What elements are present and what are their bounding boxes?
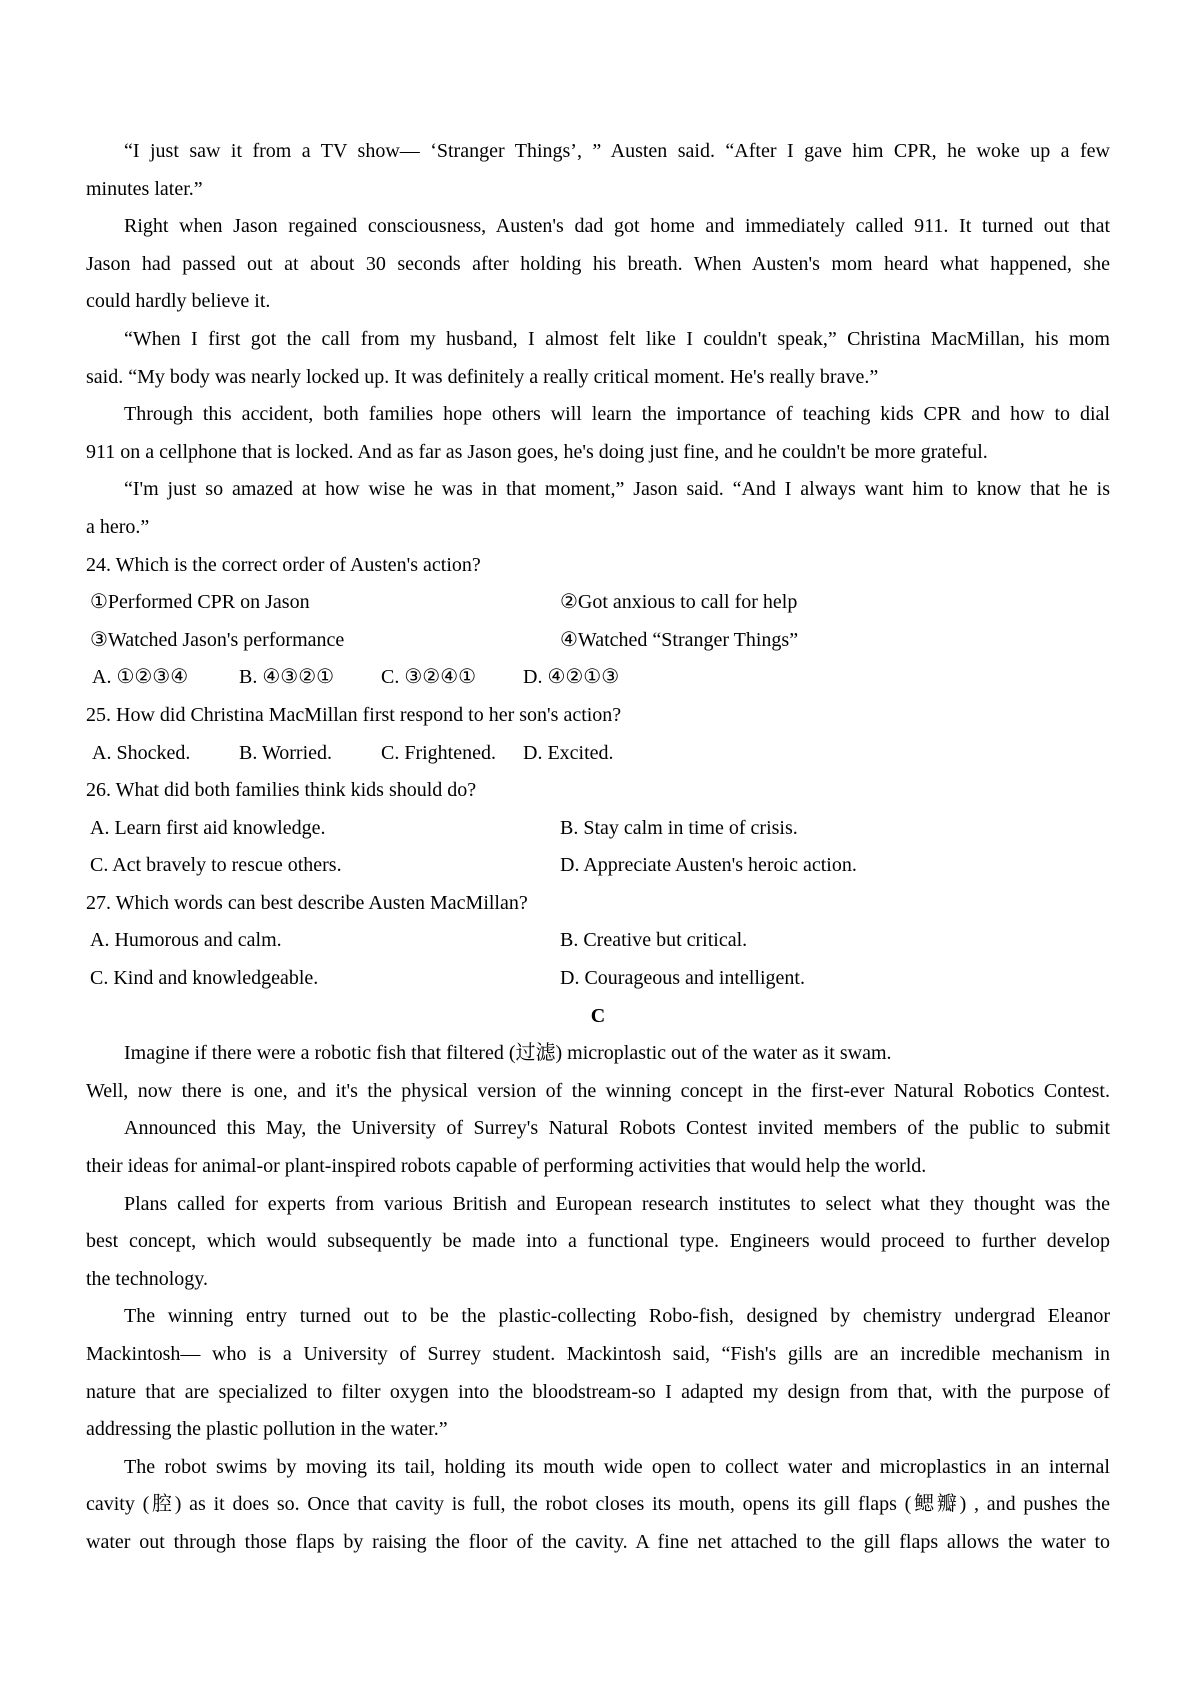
- q24-statements-row-1-col-2: ②Got anxious to call for help: [560, 591, 798, 614]
- p9-l2: Mackintosh— who is a University of Surrey student. Mackintosh said, “Fish's gills are an incredible mechanism in: [86, 1343, 1110, 1365]
- q27-options-row-1: [86, 922, 1110, 960]
- q27-options-row-2: [86, 960, 1110, 998]
- p2-l2: Jason had passed out at about 30 seconds after holding his breath. When Austen's mom heard what happened, she: [86, 252, 1110, 275]
- p5-l1: “I'm just so amazed at how wise he was in that moment,” Jason said. “And I always want him to know that he is: [124, 478, 1110, 501]
- p9-l3: nature that are specialized to filter oxygen into the bloodstream-so I adapted my design from that, with the purpose of: [86, 1380, 1110, 1403]
- p1-l1: “I just saw it from a TV show— ‘Stranger Things’, ” Austen said. “After I gave him CPR, he woke up a few: [124, 140, 1110, 162]
- p10-l2: cavity (腔) as it does so. Once that cavity is full, the robot closes its mouth, opens its gill flaps (鳃瓣) , and pushes the: [86, 1493, 1110, 1516]
- p1-l2: minutes later.”: [86, 177, 203, 200]
- q24-options-col-4: D. ④②①③: [523, 666, 620, 689]
- p3-l2: said. “My body was nearly locked up. It was definitely a really critical moment. He's really brave.”: [86, 365, 879, 388]
- q24-statements-row-1: [86, 584, 1110, 622]
- q24-options-col-2: B. ④③②①: [239, 666, 335, 689]
- document-content: [86, 133, 1110, 1562]
- p2-l1: Right when Jason regained consciousness, Austen's dad got home and immediately called 911. It turned out that: [124, 215, 1110, 238]
- q24-options-col-3: C. ③②④①: [381, 666, 477, 689]
- p6-l1: Imagine if there were a robotic fish that filtered (过滤) microplastic out of the water as it swam.: [124, 1042, 892, 1065]
- question-26: 26. What did both families think kids should do?: [86, 779, 477, 802]
- q24-statements-row-2-col-1: ③Watched Jason's performance: [90, 628, 345, 651]
- q24-statements-row-2: [86, 622, 1110, 660]
- q25-options-col-4: D. Excited.: [523, 741, 614, 764]
- q27-options-row-1-col-2: B. Creative but critical.: [560, 929, 748, 952]
- question-25: 25. How did Christina MacMillan first respond to her son's action?: [86, 703, 622, 726]
- p8-l3: the technology.: [86, 1267, 209, 1290]
- q26-options-row-2-col-2: D. Appreciate Austen's heroic action.: [560, 854, 857, 877]
- q26-options-row-2-col-1: C. Act bravely to rescue others.: [90, 854, 342, 877]
- p4-l2: 911 on a cellphone that is locked. And as far as Jason goes, he's doing just fine, and he couldn't be more grateful.: [86, 440, 988, 463]
- q27-options-row-1-col-1: A. Humorous and calm.: [90, 929, 282, 952]
- q25-options-col-3: C. Frightened.: [381, 741, 496, 764]
- p9-l1: The winning entry turned out to be the plastic-collecting Robo-fish, designed by chemistry undergrad Eleanor: [124, 1305, 1110, 1328]
- p4-l1: Through this accident, both families hope others will learn the importance of teaching kids CPR and how to dial: [124, 403, 1110, 426]
- q26-options-row-1-col-1: A. Learn first aid knowledge.: [90, 816, 326, 839]
- q26-options-row-2: [86, 847, 1110, 885]
- p8-l2: best concept, which would subsequently be made into a functional type. Engineers would proceed to further develop: [86, 1230, 1110, 1253]
- section-heading-c: C: [590, 1004, 606, 1027]
- p8-l1: Plans called for experts from various British and European research institutes to select what they thought was the: [124, 1192, 1110, 1215]
- p2-l3: could hardly believe it.: [86, 290, 271, 313]
- q25-options-col-2: B. Worried.: [239, 741, 333, 764]
- q26-options-row-1: [86, 810, 1110, 848]
- q24-options: [86, 659, 1110, 697]
- p10-l3: water out through those flaps by raising the floor of the cavity. A fine net attached to the gill flaps allows the water to: [86, 1530, 1110, 1553]
- p6-l2: Well, now there is one, and it's the physical version of the winning concept in the first-ever Natural Robotics Contest.: [86, 1079, 1110, 1102]
- p7-l2: their ideas for animal-or plant-inspired robots capable of performing activities that would help the world.: [86, 1155, 927, 1178]
- q24-options-col-1: A. ①②③④: [92, 666, 189, 689]
- p9-l4: addressing the plastic pollution in the water.”: [86, 1418, 448, 1441]
- question-24: 24. Which is the correct order of Austen's action?: [86, 553, 481, 576]
- q24-statements-row-1-col-1: ①Performed CPR on Jason: [90, 591, 310, 614]
- p3-l1: “When I first got the call from my husband, I almost felt like I couldn't speak,” Christina MacMillan, his mom: [124, 327, 1110, 350]
- q25-options-col-1: A. Shocked.: [92, 741, 191, 764]
- p10-l1: The robot swims by moving its tail, holding its mouth wide open to collect water and microplastics in an internal: [124, 1455, 1110, 1478]
- q26-options-row-1-col-2: B. Stay calm in time of crisis.: [560, 816, 798, 839]
- p5-l2: a hero.”: [86, 515, 150, 538]
- q27-options-row-2-col-2: D. Courageous and intelligent.: [560, 967, 805, 990]
- q25-options: [86, 735, 1110, 773]
- p7-l1: Announced this May, the University of Surrey's Natural Robots Contest invited members of the public to submit: [124, 1117, 1110, 1140]
- q27-options-row-2-col-1: C. Kind and knowledgeable.: [90, 967, 319, 990]
- q24-statements-row-2-col-2: ④Watched “Stranger Things”: [560, 628, 799, 651]
- question-27: 27. Which words can best describe Austen MacMillan?: [86, 891, 528, 914]
